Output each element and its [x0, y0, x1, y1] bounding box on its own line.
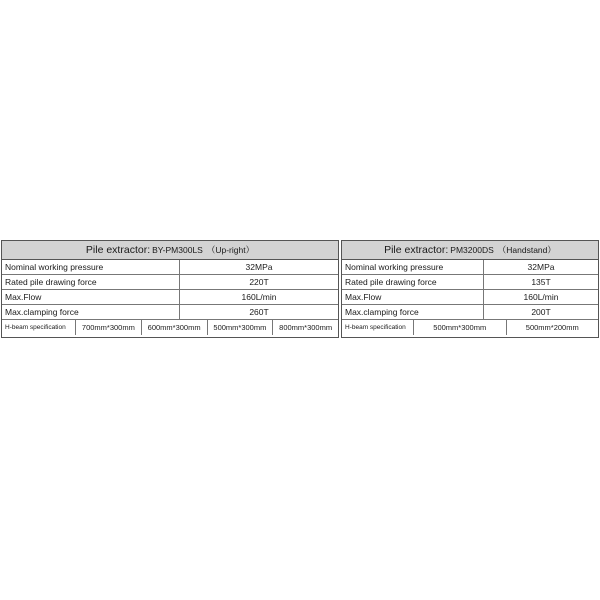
row-label: Max.clamping force — [342, 305, 484, 319]
h-beam-value: 600mm*300mm — [142, 320, 208, 335]
spec-table-pm3200ds — [341, 240, 599, 338]
row-value: 160L/min — [523, 292, 559, 302]
header-title: Pile extractor: — [384, 244, 449, 256]
spec-table-by-pm300ls — [1, 240, 339, 338]
row-label: Nominal working pressure — [342, 260, 484, 274]
h-beam-value: 500mm*200mm — [525, 323, 579, 332]
row-label: Max.Flow — [342, 290, 484, 304]
header-variant: （Up-right） — [206, 245, 255, 255]
header-title: Pile extractor: — [85, 244, 151, 256]
table-row — [2, 275, 338, 290]
row-label: Max.clamping force — [2, 305, 180, 319]
row-value: 32MPa — [527, 262, 555, 272]
header-model: PM3200DS — [450, 245, 494, 255]
h-beam-value: 700mm*300mm — [76, 320, 142, 335]
row-label: Max.Flow — [2, 290, 180, 304]
h-beam-row — [2, 320, 338, 335]
row-value: 200T — [531, 307, 551, 317]
row-label: Nominal working pressure — [2, 260, 180, 274]
h-beam-label: H-beam specification — [2, 320, 76, 335]
row-label: Rated pile drawing force — [2, 275, 180, 289]
table-row — [342, 305, 598, 320]
row-value: 160L/min — [241, 292, 277, 302]
table-row — [342, 290, 598, 305]
h-beam-row — [342, 320, 598, 335]
h-beam-label: H-beam specification — [342, 320, 414, 335]
h-beam-value: 800mm*300mm — [279, 323, 333, 332]
table-row — [2, 260, 338, 275]
table-row — [2, 305, 338, 320]
row-value: 135T — [531, 277, 551, 287]
row-value: 220T — [249, 277, 269, 287]
row-label: Rated pile drawing force — [342, 275, 484, 289]
table-row — [342, 275, 598, 290]
h-beam-value: 500mm*300mm — [414, 320, 507, 335]
row-value: 260T — [249, 307, 269, 317]
table-row — [342, 260, 598, 275]
h-beam-value: 500mm*300mm — [208, 320, 274, 335]
header-model: BY-PM300LS — [152, 245, 203, 255]
table-header — [2, 241, 338, 260]
table-row — [2, 290, 338, 305]
header-variant: （Handstand） — [497, 245, 556, 255]
table-header — [342, 241, 598, 260]
row-value: 32MPa — [245, 262, 273, 272]
